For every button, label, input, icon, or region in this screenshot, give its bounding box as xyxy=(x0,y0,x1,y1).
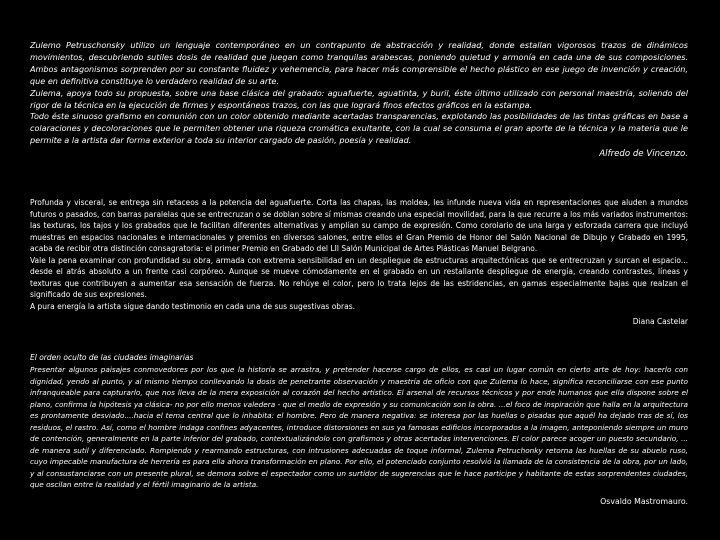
review-paragraph: Presentar algunos paisajes conmovedores por los que la historia se arrastra, y pretender hacerse cargo de ellos, es casi un lugar común en cierto arte de hoy: hacerlo con dignidad, yendo al punto, y al mismo tiempo conllevando la dosis de penetrante observación y maestría de oficio con que Zulema lo hace, significa reconciliarse con ese punto infranqueable para capturarlo, que nos lleva de la mera exposición al corazón del hecho artístico. El arsenal de recursos técnicos y por ende humanos que ella dispone sobre el plano, confirma la hipótesis ya clásica- no por ello menos valedera - que el medio de expresión y su comunicación son la obra. ...el foco de inspiración que halla en la arquitectura es prontamente desviado....hacia el tema central que lo inhabita: el hombre. Pero de manera negativa: se interesa por las huellas o pisadas que aquél ha dejado tras de sí, los residuos, el rastro. Así, como el hombre indaga confines adyacentes, introduce distorsiones en sus ya famosas edificios incorporados a la imagen, anteponiendo siempre un muro de contención, generalmente en la parte inferior del grabado, contextualizándolo con grafismos y otras acertadas intervenciones. El color parece acoger un puesto secundario, ... de manera sutil y diferenciado. Rompiendo y rearmando estructuras, con intrusiones adecuadas de toque informal, Zulema Petruchonky retorna las huellas de su abuelo ruso, cuyo impecable manufactura de herrería es para ella ahora transformación en plano. Por ello, el potenciado conjunto resolvió la llamada de la consistencia de la obra, por un lado, y al consustanciarse con un presente plural, se demora sobre el espectador como un surtidor de sugerencias que le hace participe y habitante de estas sorprendentes ciudades, que oscilan entre la realidad y el fértil imaginario de la artista. xyxy=(30,365,688,489)
review-paragraph: Zulemo Petruschonsky utilizo un lenguaje contemporáneo en un contrapunto de abstracción y realidad, donde estallan vigorosos trazos de dinámicos movimientos, descubriendo sutiles dosis de realidad que juegan como tranquilas arabescas, poniendo quietud y armonía en cada una de sus composiciones. Ambos antagonismos sorprenden por su constante fluidez y vehemencia, para hacer más comprensible el hecho plástico en ese juego de invención y creación, que en definitiva constituye lo verdadero realidad de su arte. xyxy=(30,40,688,86)
author-signature: Osvaldo Mastromauro. xyxy=(600,496,688,506)
review-paragraph: Profunda y visceral, se entrega sin retaceos a la potencia del aguafuerte. Corta las chapas, las moldea, les infunde nueva vida en representaciones que aluden a mundos futuros o pasados, con barras paralelas que se entrecruzan o se doblan sobre sí mismas creando una especial movilidad, para la que recurre a los más variados instrumentos: las texturas, los tajos y los grabados que le facilitan diferentes alternativas y amplían su campo de expresión. Como corolario de una larga y esforzada carrera que incluyó muestras en espacios nacionales e internacionales y premios en diversos salones, entre ellos el Gran Premio de Honor del Salón Nacional de Dibujo y Grabado en 1995, acaba de recibir otra distinción consagratoria: el primer Premio en Grabado del LII Salón Municipal de Artes Plásticas Manuel Belgrano. xyxy=(30,198,688,253)
review-section-mastromauro xyxy=(30,352,688,507)
review-paragraph: Zulema, apoya todo su propuesta, sobre una base clásica del grabado: aguafuerte, aguatinta, y buril, éste último utilizado con personal maestría, soliendo del rigor de la técnica en la ejecución de firmes y espontáneos trazos, con las que logrará finos efectos gráficos en la estampa. xyxy=(30,87,688,110)
essay-title: El orden oculto de las ciudades imaginarias xyxy=(30,353,194,362)
review-paragraph: A pura energía la artista sigue dando testimonio en cada una de sus sugestivas obras. xyxy=(30,301,356,311)
review-paragraph: Todo éste sinuoso grafismo en comunión con un color obtenido mediante acertadas transparencias, explotando las posibilidades de las tintas gráficas en base a colaraciones y decoloraciones que le permiten obtener una riqueza cromática exultante, con la cual se consuma el gran aporte de la técnica y la materia que le permite a la artista dar forma exterior a toda su interior cargado de pasión, poesía y realidad. xyxy=(30,111,688,146)
author-signature: Diana Castelar xyxy=(632,317,688,326)
review-section-castelar xyxy=(30,197,688,328)
review-paragraph: Vale la pena examinar con profundidad su obra, armada con extrema sensibilidad en un despliegue de estructuras arquitectónicas que se entrecruzan y surcan el espacio... desde el atrás absoluto a un frente casi corpóreo. Aunque se mueve cómodamente en el grabado en un restallante despliegue de energía, creando contrastes, líneas y texturas que contribuyen a aumentar esa sensación de fuerza. No rehúye el color, pero lo trata lejos de las estridencias, en gamas especialmente bajas que realzan el significado de sus expresiones. xyxy=(30,255,688,299)
review-section-devincenzo xyxy=(30,40,688,161)
author-signature: Alfredo de Vincenzo. xyxy=(599,149,688,160)
